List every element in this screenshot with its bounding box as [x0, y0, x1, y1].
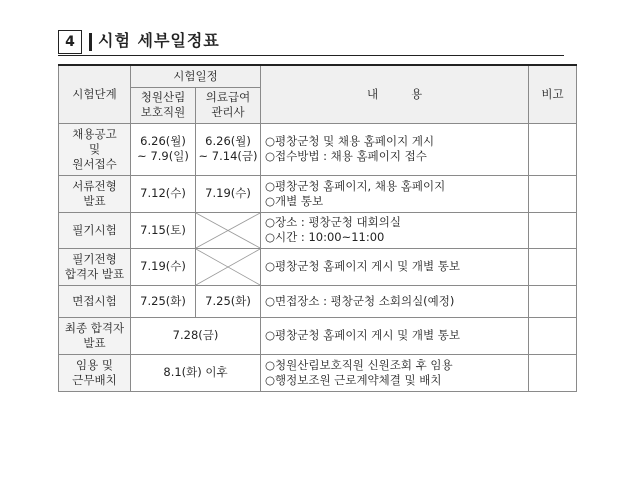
remarks-cell [529, 123, 577, 175]
stage-cell: 서류전형 발표 [59, 175, 131, 212]
section-number: 4 [58, 30, 82, 54]
content-cell: ○면접장소 : 평창군청 소회의실(예정) [261, 285, 529, 317]
table-row [59, 317, 577, 354]
schedule-not-applicable-cell [196, 212, 261, 248]
header-stage: 시험단계 [59, 65, 131, 123]
schedule-medical-aid-cell: 6.26(월) ~ 7.14(금) [196, 123, 261, 175]
table-row [59, 175, 577, 212]
table-row [59, 285, 577, 317]
schedule-forest-officer-cell: 7.15(토) [131, 212, 196, 248]
stage-cell: 임용 및 근무배치 [59, 354, 131, 391]
content-cell: ○청원산림보호직원 신원조회 후 임용 ○행정보조원 근로계약체결 및 배치 [261, 354, 529, 391]
remarks-cell [529, 354, 577, 391]
schedule-forest-officer-cell: 7.25(화) [131, 285, 196, 317]
remarks-cell [529, 175, 577, 212]
table-row [59, 248, 577, 285]
schedule-merged-cell: 7.28(금) [131, 317, 261, 354]
remarks-cell [529, 248, 577, 285]
section-title-bar [89, 33, 92, 51]
section-underline [58, 55, 564, 56]
header-remarks: 비고 [529, 65, 577, 123]
schedule-forest-officer-cell: 7.19(수) [131, 248, 196, 285]
stage-cell: 채용공고 및 원서접수 [59, 123, 131, 175]
content-cell: ○평창군청 및 채용 홈페이지 게시 ○접수방법 : 채용 홈페이지 접수 [261, 123, 529, 175]
schedule-merged-cell: 8.1(화) 이후 [131, 354, 261, 391]
cross-mark [196, 249, 260, 285]
section-header [58, 30, 564, 54]
remarks-cell [529, 212, 577, 248]
table-body [59, 123, 577, 391]
content-cell: ○평창군청 홈페이지 게시 및 개별 통보 [261, 248, 529, 285]
remarks-cell [529, 285, 577, 317]
stage-cell: 면접시험 [59, 285, 131, 317]
stage-cell: 필기전형 합격자 발표 [59, 248, 131, 285]
schedule-forest-officer-cell: 7.12(수) [131, 175, 196, 212]
header-content: 내 용 [261, 65, 529, 123]
schedule-medical-aid-cell: 7.19(수) [196, 175, 261, 212]
schedule-not-applicable-cell [196, 248, 261, 285]
stage-cell: 필기시험 [59, 212, 131, 248]
header-sub-forest-officer: 청원산림 보호직원 [131, 87, 196, 123]
section-title: 시험 세부일정표 [98, 31, 220, 50]
stage-cell: 최종 합격자 발표 [59, 317, 131, 354]
remarks-cell [529, 317, 577, 354]
header-sub-medical-aid: 의료급여 관리사 [196, 87, 261, 123]
table-row [59, 354, 577, 391]
content-cell: ○장소 : 평창군청 대회의실 ○시간 : 10:00~11:00 [261, 212, 529, 248]
header-schedule: 시험일정 [131, 65, 261, 87]
content-cell: ○평창군청 홈페이지 게시 및 개별 통보 [261, 317, 529, 354]
schedule-medical-aid-cell: 7.25(화) [196, 285, 261, 317]
table-row [59, 212, 577, 248]
table-row [59, 123, 577, 175]
content-cell: ○평창군청 홈페이지, 채용 홈페이지 ○개별 통보 [261, 175, 529, 212]
cross-mark [196, 213, 260, 248]
schedule-forest-officer-cell: 6.26(월) ~ 7.9(일) [131, 123, 196, 175]
schedule-table [58, 64, 577, 392]
